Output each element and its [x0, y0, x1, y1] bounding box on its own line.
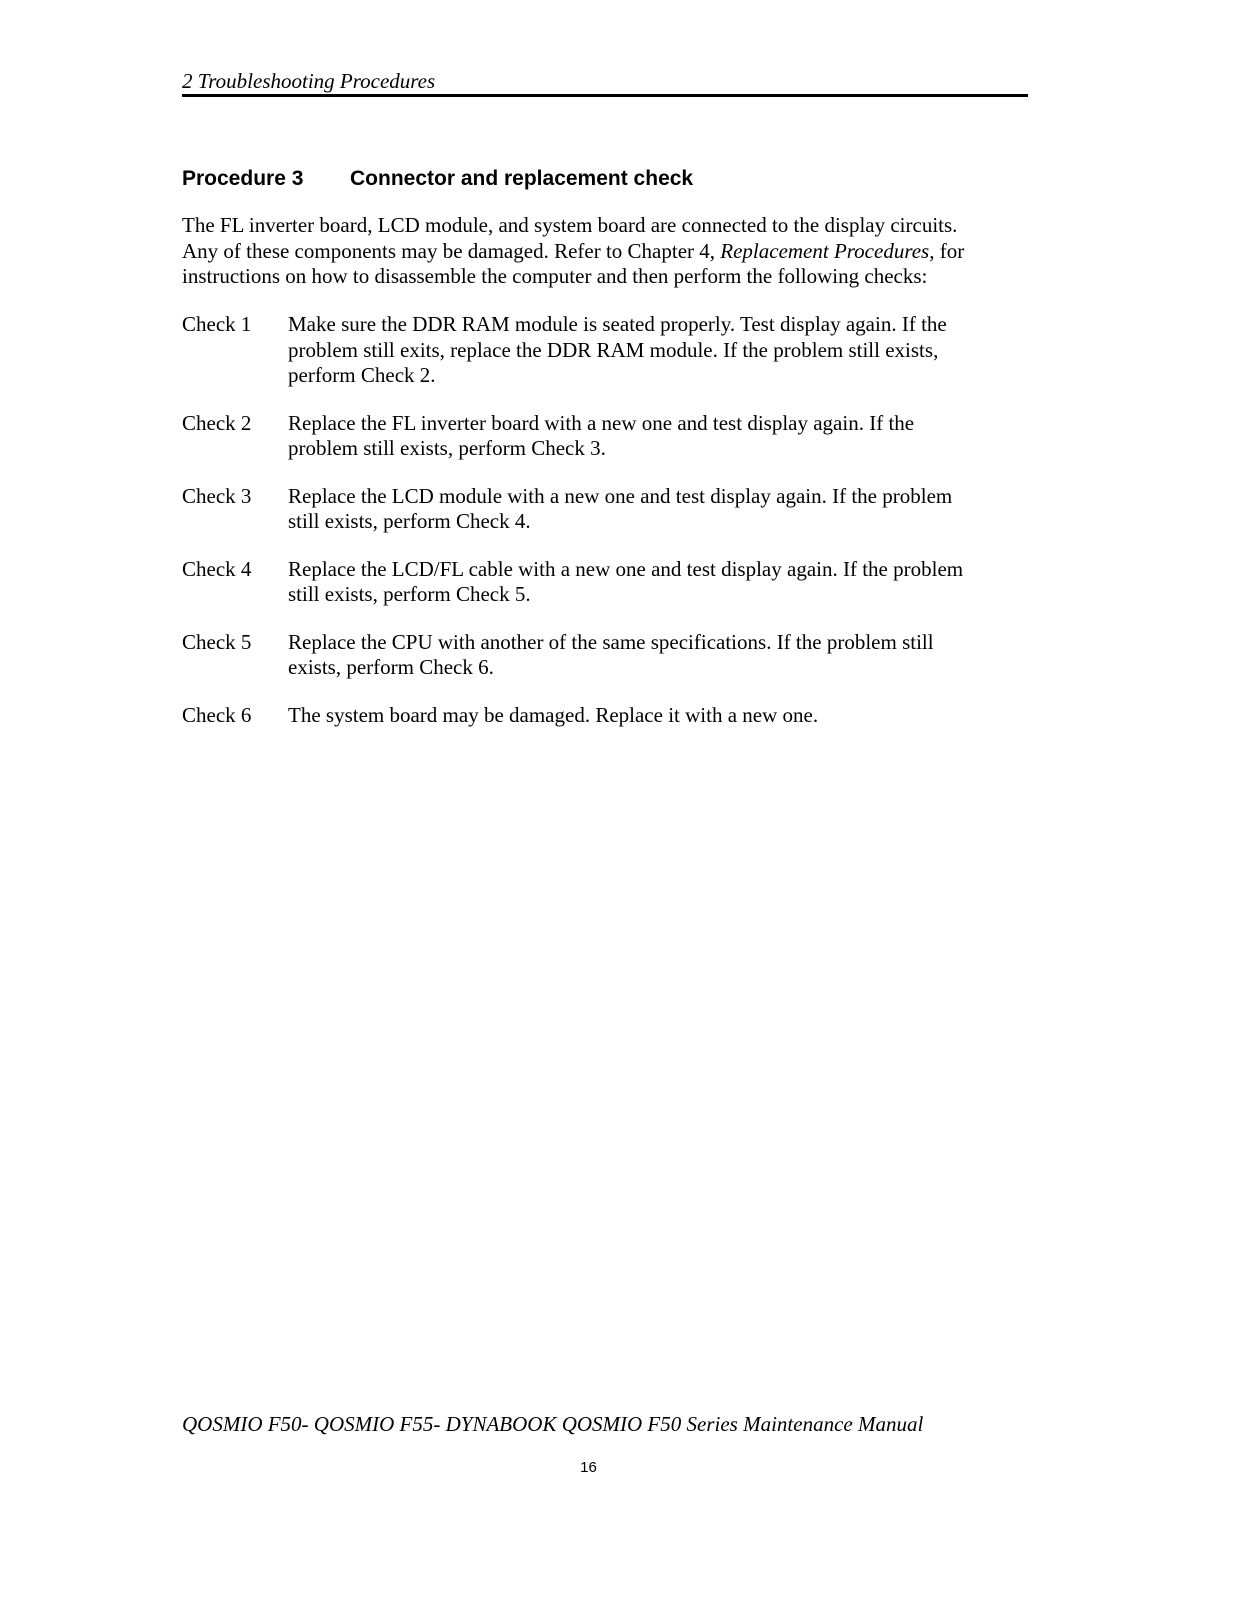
check-item	[182, 484, 1028, 535]
check-label: Check 6	[182, 702, 252, 727]
check-text	[288, 703, 1028, 729]
check-line: problem still exits, replace the DDR RAM module. If the problem still exists,	[288, 337, 939, 362]
intro-text: Any of these components may be damaged. Refer to Chapter 4,	[182, 238, 721, 263]
check-text	[288, 312, 1028, 389]
check-text	[288, 484, 1028, 535]
check-label: Check 2	[182, 410, 252, 435]
check-item	[182, 411, 1028, 462]
footer-manual-title: QOSMIO F50- QOSMIO F55- DYNABOOK QOSMIO F50 Series Maintenance Manual	[182, 1412, 924, 1436]
check-label: Check 3	[182, 483, 252, 508]
check-list	[182, 312, 1028, 750]
check-line: problem still exists, perform Check 3.	[288, 436, 606, 460]
check-label: Check 5	[182, 629, 252, 654]
check-line: Replace the LCD module with a new one and test display again. If the problem	[288, 483, 953, 508]
intro-line: instructions on how to disassemble the computer and then perform the following checks:	[182, 264, 928, 288]
procedure-title: Connector and replacement check	[350, 167, 694, 190]
check-text	[288, 411, 1028, 462]
header-rule	[182, 94, 1028, 97]
check-text	[288, 557, 1028, 608]
chapter-reference: Replacement Procedures,	[720, 238, 935, 263]
procedure-heading	[182, 166, 1028, 192]
check-line: The system board may be damaged. Replace it with a new one.	[288, 702, 819, 727]
page-number: 16	[580, 1459, 597, 1476]
check-line: Make sure the DDR RAM module is seated properly. Test display again. If the	[288, 312, 947, 336]
running-header: 2 Troubleshooting Procedures	[182, 69, 436, 93]
check-label: Check 1	[182, 312, 252, 336]
check-line: exists, perform Check 6.	[288, 655, 494, 679]
check-item	[182, 312, 1028, 389]
check-text	[288, 630, 1028, 681]
check-item	[182, 557, 1028, 608]
check-line: perform Check 2.	[288, 363, 436, 387]
intro-paragraph	[182, 213, 1028, 290]
check-line: Replace the CPU with another of the same specifications. If the problem still	[288, 629, 934, 654]
check-line: Replace the LCD/FL cable with a new one and test display again. If the problem	[288, 556, 964, 581]
check-item	[182, 630, 1028, 681]
intro-text: for	[934, 238, 965, 263]
check-item	[182, 703, 1028, 729]
intro-line	[182, 239, 1028, 265]
check-line: still exists, perform Check 5.	[288, 582, 531, 606]
check-line: still exists, perform Check 4.	[288, 509, 531, 533]
intro-line: The FL inverter board, LCD module, and system board are connected to the display circuits.	[182, 213, 958, 237]
procedure-number: Procedure 3	[182, 167, 304, 190]
check-label: Check 4	[182, 556, 252, 581]
check-line: Replace the FL inverter board with a new one and test display again. If the	[288, 410, 915, 435]
